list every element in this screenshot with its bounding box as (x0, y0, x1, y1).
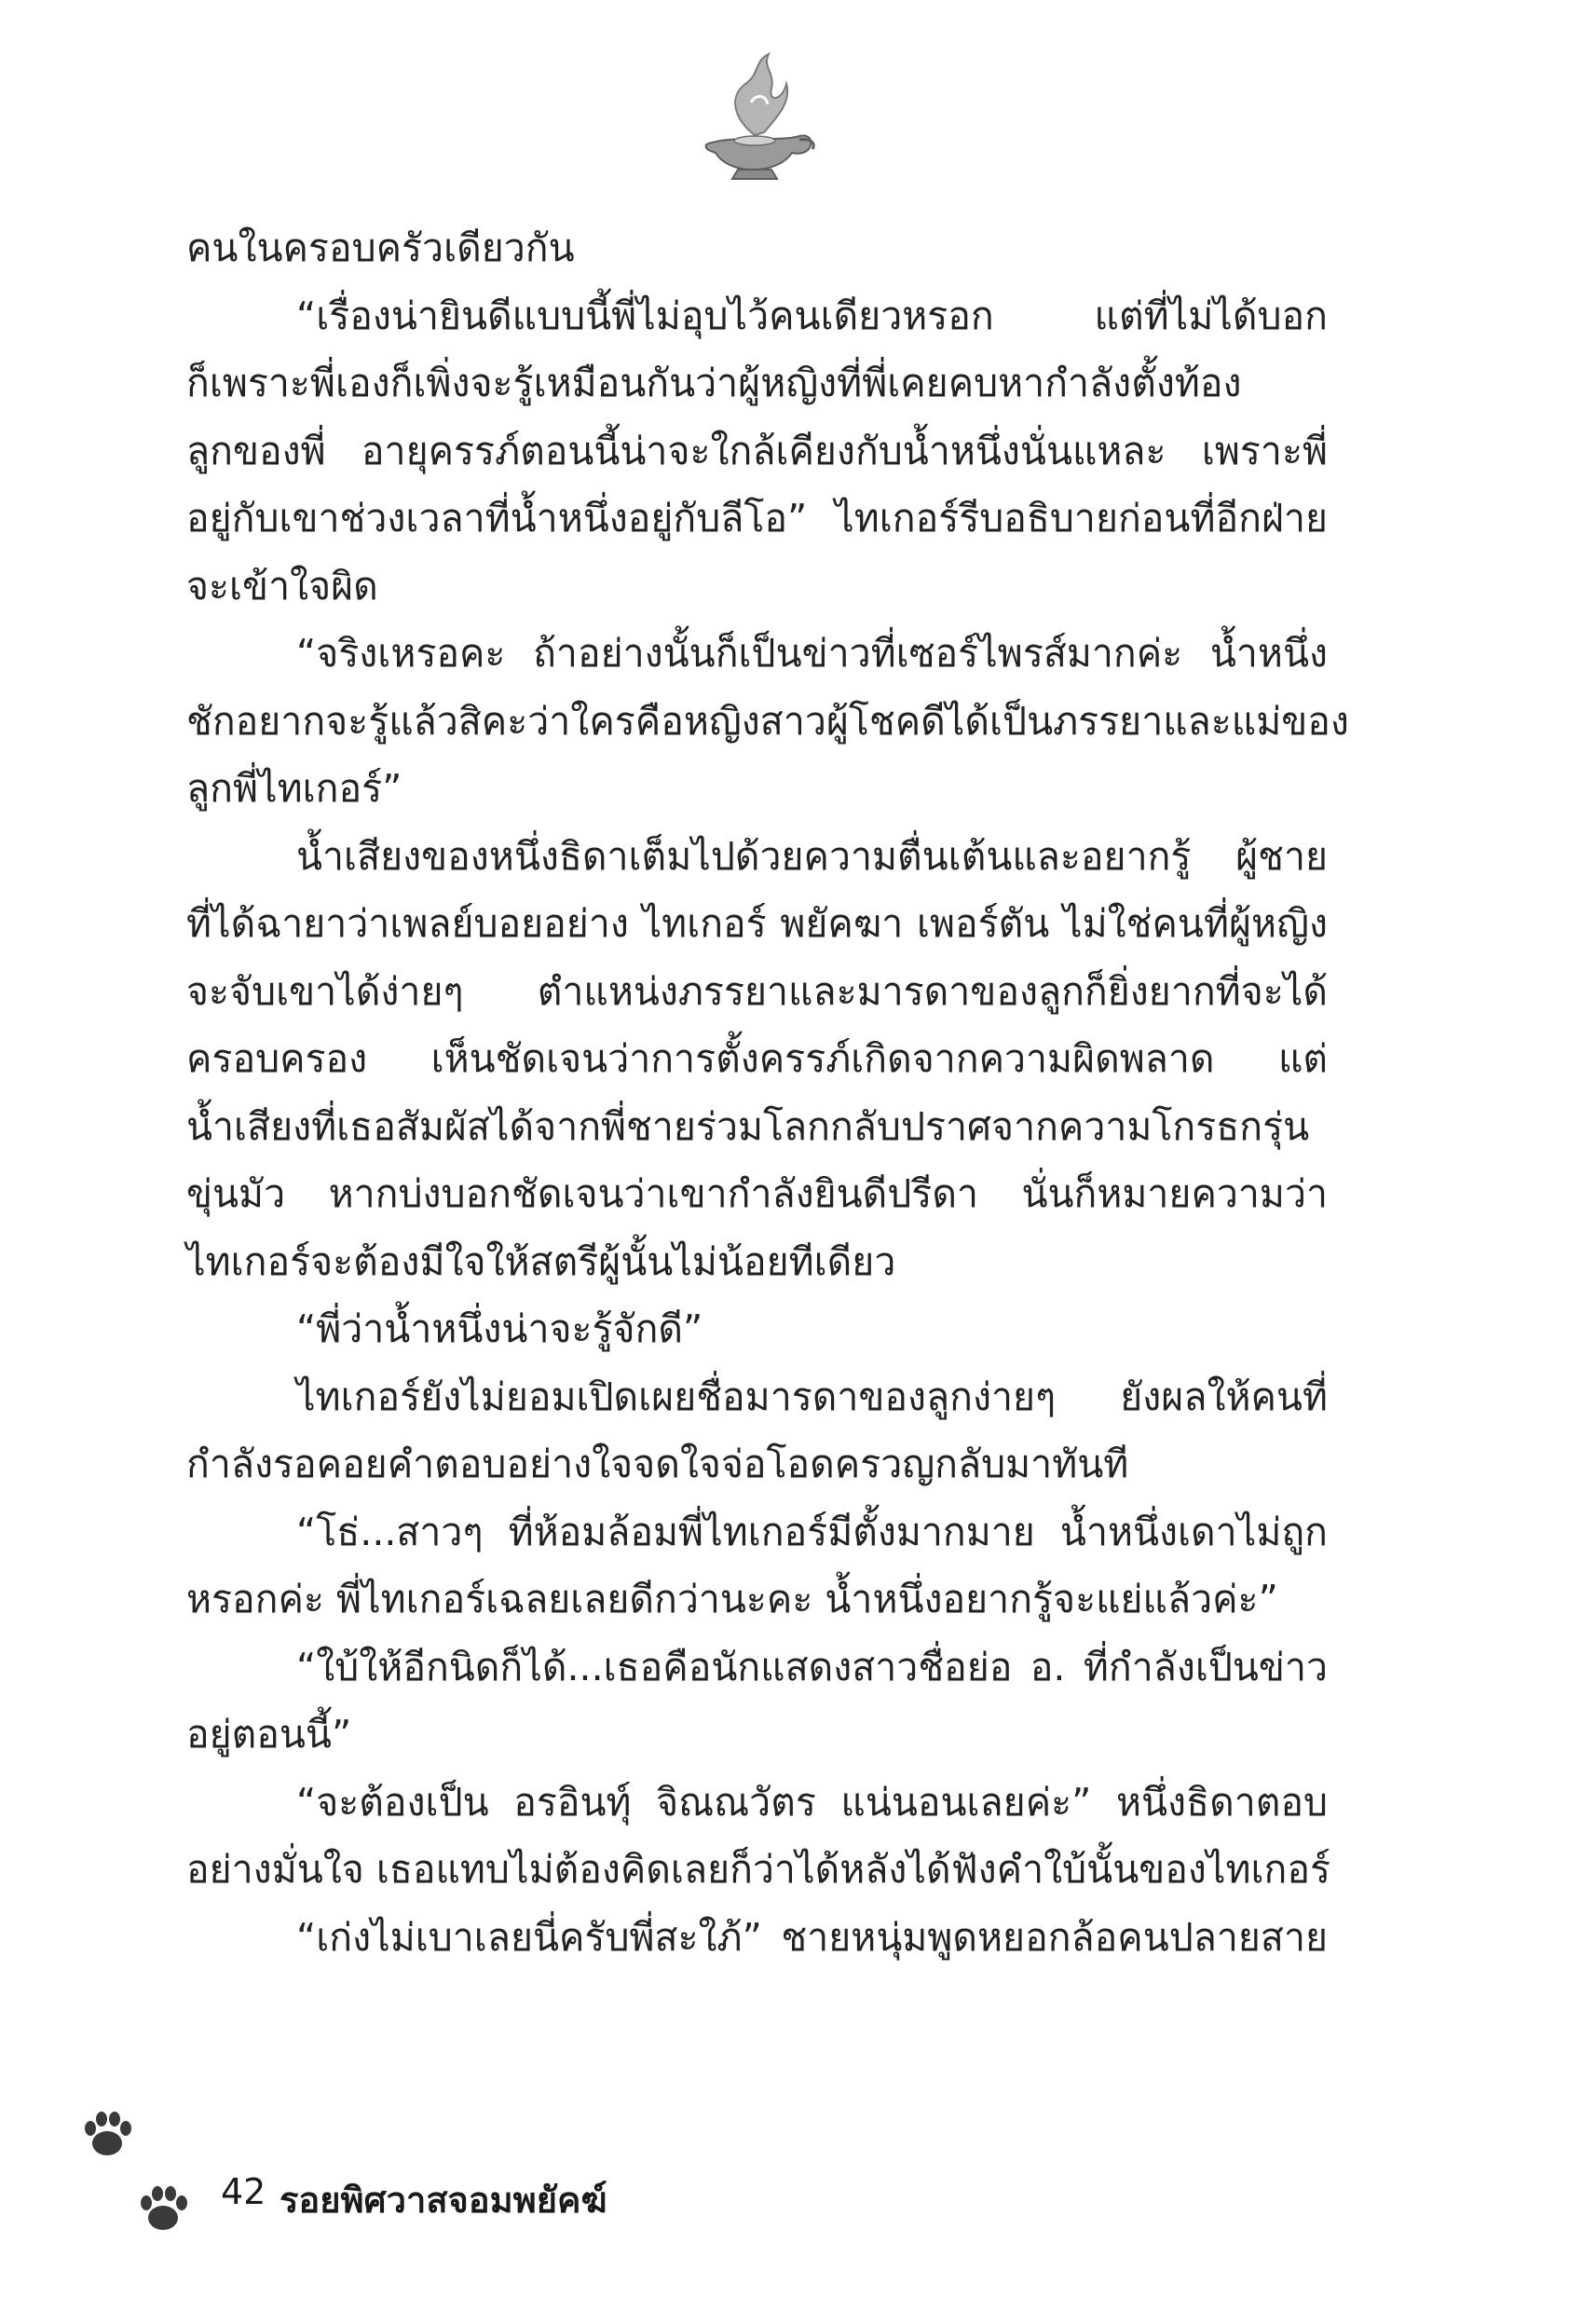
text-line: ลูกพี่ไทเกอร์” (186, 766, 402, 811)
text-line: “พี่ว่าน้ำหนึ่งน่าจะรู้จักดี” (296, 1306, 703, 1351)
text-line: ก็เพราะพี่เองก็เพิ่งจะรู้เหมือนกันว่าผู้หญิงที่พี่เคยคบหากำลังตั้งท้อง (186, 361, 1242, 405)
genie-lamp-icon (689, 47, 820, 186)
text-line: ไทเกอร์จะต้องมีใจให้สตรีผู้นั้นไม่น้อยทีเดียว (186, 1238, 896, 1284)
paw-print-icon (135, 2181, 191, 2236)
text-line: จะจับเขาได้ง่ายๆ ตำแหน่งภรรยาและมารดาของลูกก็ยิ่งยากที่จะได้ (186, 968, 1328, 1014)
text-line: อย่างมั่นใจ เธอแทบไม่ต้องคิดเลยก็ว่าได้หลังได้ฟังคำใบ้นั้นของไทเกอร์ (186, 1847, 1331, 1892)
text-line: ไทเกอร์ยังไม่ยอมเปิดเผยชื่อมารดาของลูกง่ายๆ ยังผลให้คนที่ (296, 1374, 1328, 1419)
page-footer (79, 2097, 731, 2283)
text-line: “เก่งไม่เบาเลยนี่ครับพี่สะใภ้” ชายหนุ่มพูดหยอกล้อคนปลายสาย (296, 1914, 1328, 1960)
text-line: คนในครอบครัวเดียวกัน (186, 226, 575, 270)
body-text (186, 214, 1349, 1971)
text-line: “จริงเหรอคะ ถ้าอย่างนั้นก็เป็นข่าวที่เซอร์ไพรส์มากค่ะ น้ำหนึ่ง (296, 631, 1328, 676)
page-number: 42 (221, 2171, 266, 2212)
text-line: อยู่กับเขาช่วงเวลาที่น้ำหนึ่งอยู่กับลีโอ” ไทเกอร์รีบอธิบายก่อนที่อีกฝ่าย (186, 496, 1328, 540)
text-line: “โธ่...สาวๆ ที่ห้อมล้อมพี่ไทเกอร์มีตั้งมากมาย น้ำหนึ่งเดาไม่ถูก (296, 1509, 1328, 1554)
text-line: “ใบ้ให้อีกนิดก็ได้...เธอคือนักแสดงสาวชื่อย่อ อ. ที่กำลังเป็นข่าว (296, 1644, 1328, 1689)
text-line: น้ำเสียงของหนึ่งธิดาเต็มไปด้วยความตื่นเต้นและอยากรู้ ผู้ชาย (296, 833, 1328, 879)
text-line: น้ำเสียงที่เธอสัมผัสได้จากพี่ชายร่วมโลกกลับปราศจากความโกรธกรุ่น (186, 1103, 1310, 1149)
text-line: อยู่ตอนนี้” (186, 1712, 352, 1757)
text-line: จะเข้าใจผิด (186, 563, 378, 609)
book-title: รอยพิศวาสจอมพยัคฆ์ (280, 2180, 607, 2221)
text-line: ขุ่นมัว หากบ่งบอกชัดเจนว่าเขากำลังยินดีปรีดา นั่นก็หมายความว่า (186, 1171, 1328, 1216)
text-line: หรอกค่ะ พี่ไทเกอร์เฉลยเลยดีกว่านะคะ น้ำหนึ่งอยากรู้จะแย่แล้วค่ะ” (186, 1577, 1278, 1621)
text-line: “จะต้องเป็น อรอินทุ์ จิณณวัตร แน่นอนเลยค่ะ” หนึ่งธิดาตอบ (296, 1779, 1328, 1825)
text-line: ครอบครอง เห็นชัดเจนว่าการตั้งครรภ์เกิดจากความผิดพลาด แต่ (186, 1036, 1328, 1081)
paw-print-icon (79, 2106, 135, 2162)
text-line: ชักอยากจะรู้แล้วสิคะว่าใครคือหญิงสาวผู้โชคดีได้เป็นภรรยาและแม่ของ (186, 698, 1349, 744)
text-line: ลูกของพี่ อายุครรภ์ตอนนี้น่าจะใกล้เคียงกับน้ำหนึ่งนั่นแหละ เพราะพี่ (186, 428, 1328, 473)
text-line: “เรื่องน่ายินดีแบบนี้พี่ไม่อุบไว้คนเดียวหรอก แต่ที่ไม่ได้บอก (296, 293, 1328, 338)
text-line: ที่ได้ฉายาว่าเพลย์บอยอย่าง ไทเกอร์ พยัคฆา เพอร์ตัน ไม่ใช่คนที่ผู้หญิง (186, 901, 1328, 946)
text-line: กำลังรอคอยคำตอบอย่างใจจดใจจ่อโอดครวญกลับมาทันที (186, 1442, 1129, 1486)
